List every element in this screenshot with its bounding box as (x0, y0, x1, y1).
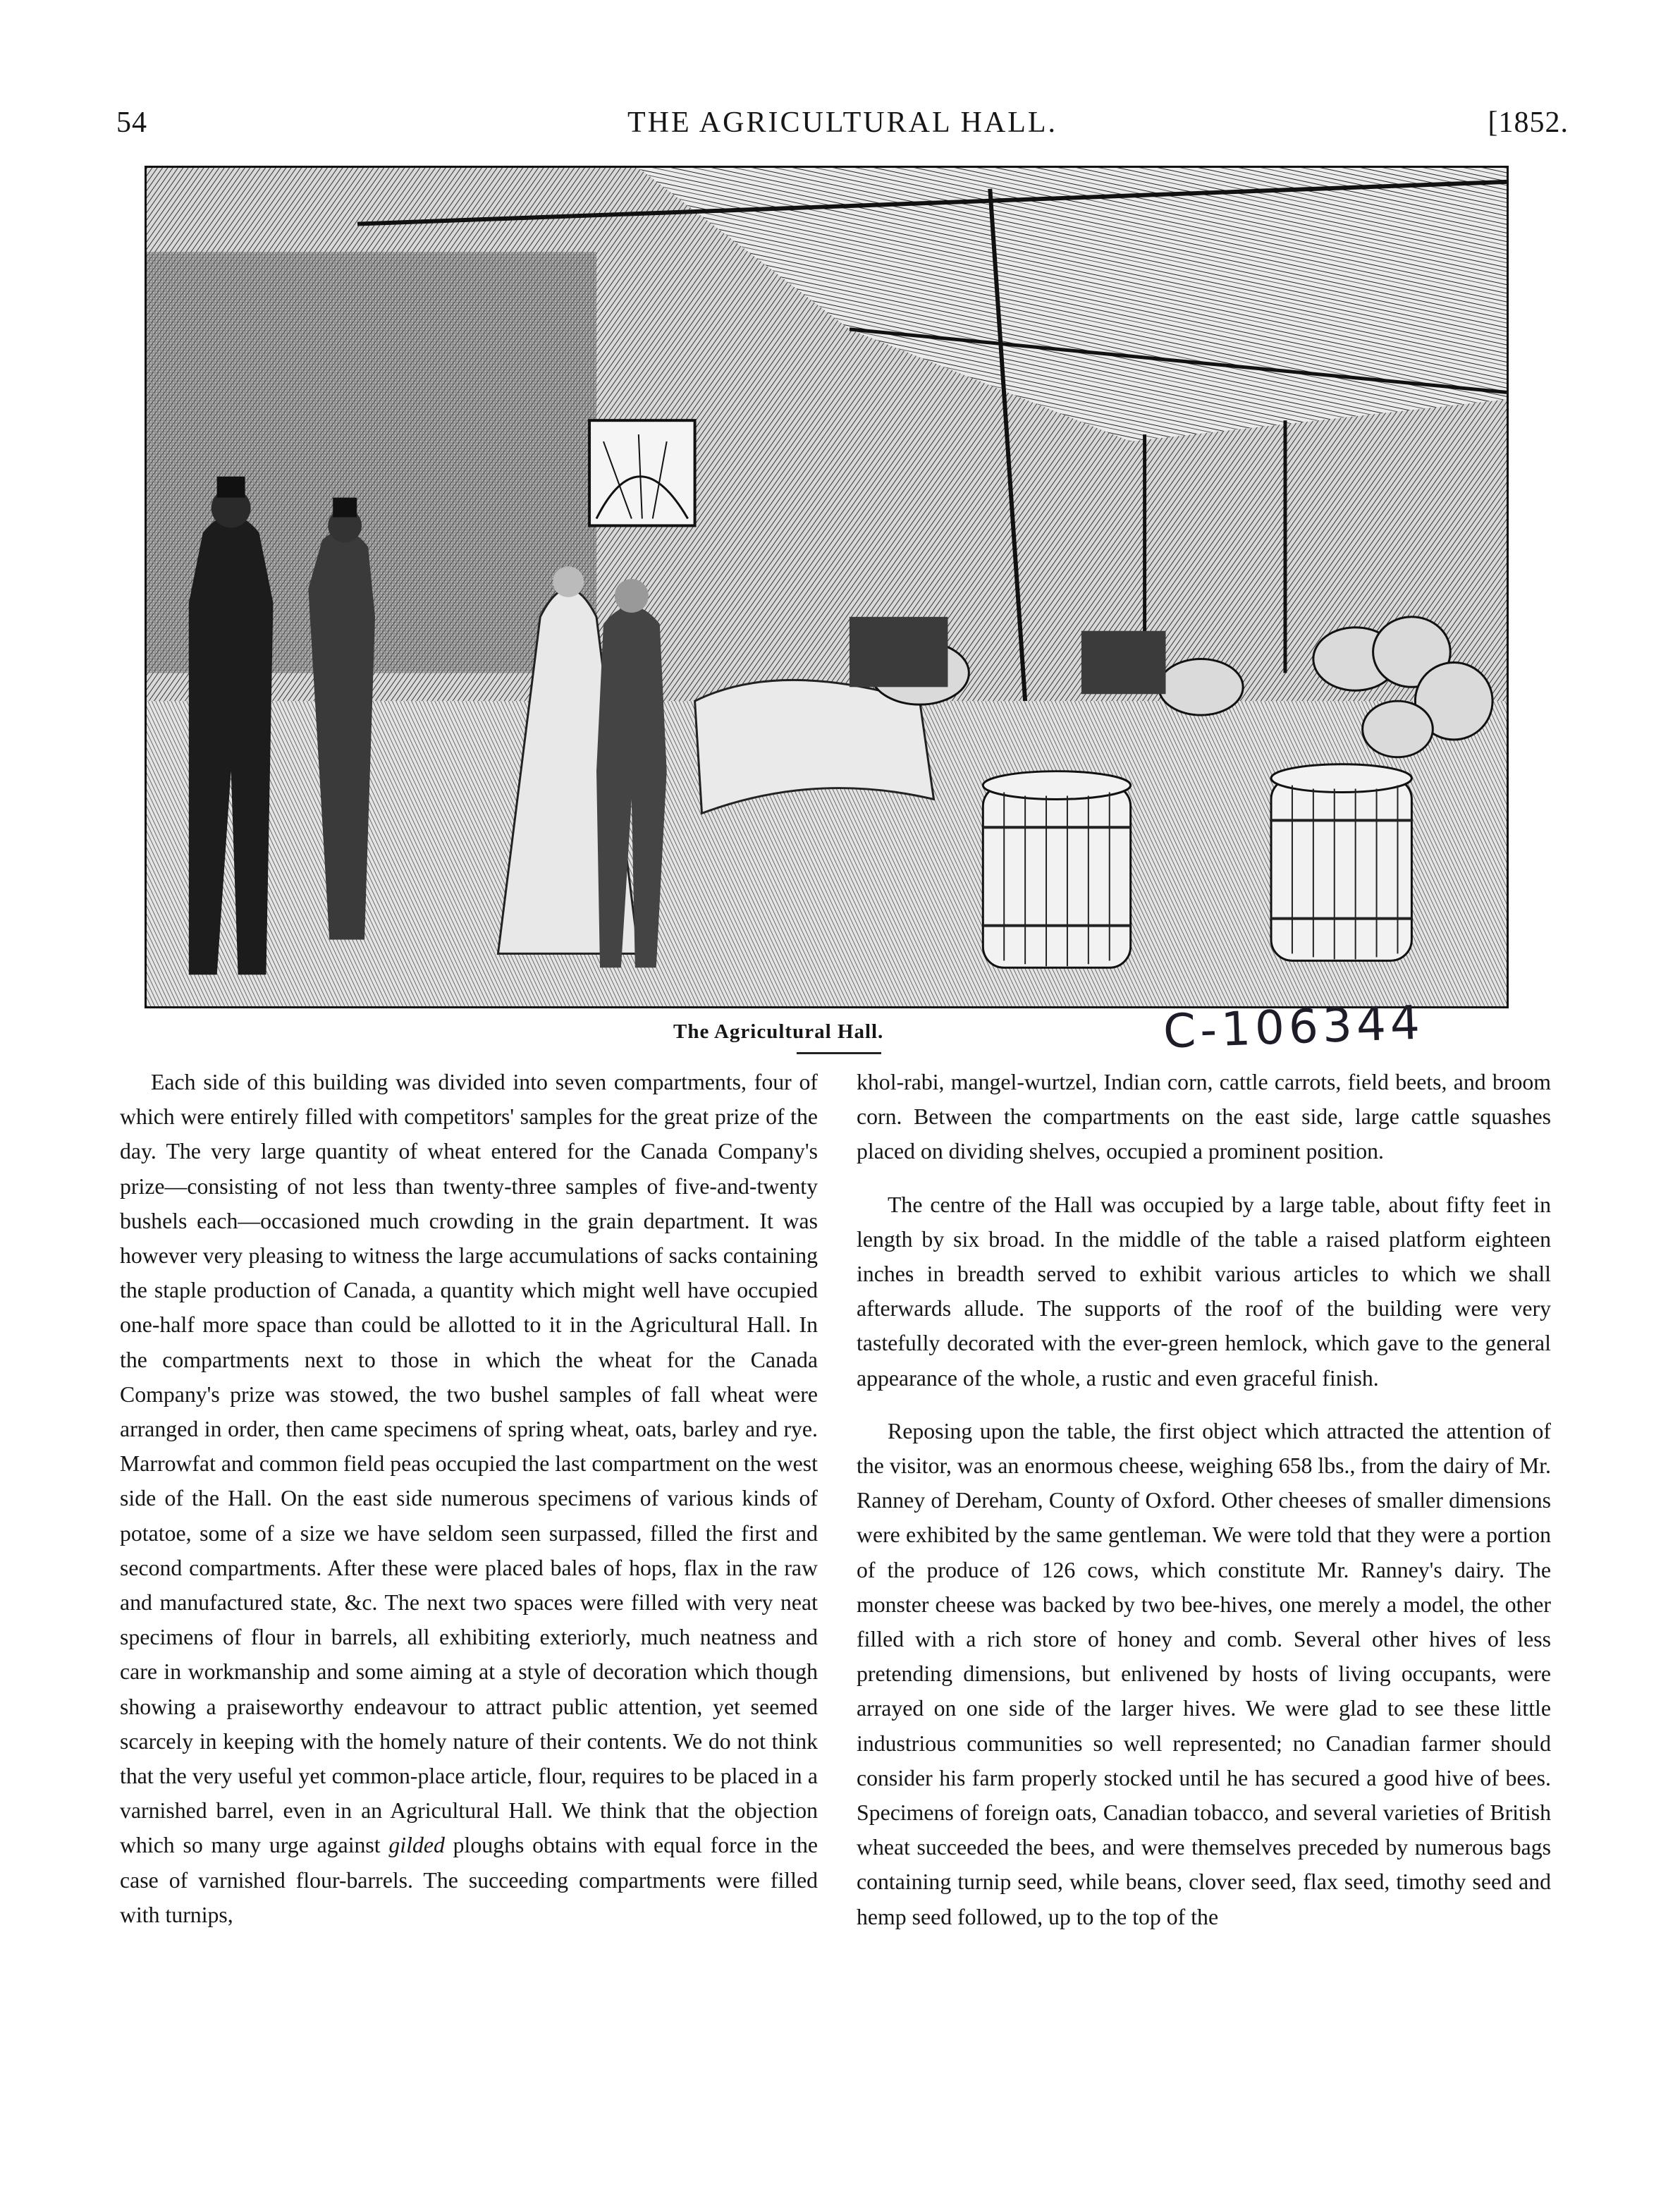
emphasis-word: gilded (388, 1833, 445, 1858)
left-paragraph-text: Each side of this building was divided into seven compartments, four of which were entirely filled with competitors' samples for the great prize of the day. The very large quantity of wheat entered for the Canada Company's prize—consisting of not less than twenty-three samples of five-and-twenty bushels each—occasioned much crowding in the grain department. It was however very pleasing to witness the large accumulations of sacks containing the staple production of Canada, a quantity which might well have occupied one-half more space than could be allotted to it in the Agricultural Hall. In the compartments next to those in which the wheat for the Canada Company's prize was stowed, the two bushel samples of fall wheat were arranged in order, then came specimens of spring wheat, oats, barley and rye. Marrowfat and common field peas occupied the last compartment on the west side of the Hall. On the east side numerous specimens of various kinds of potatoe, some of a size we have seldom seen surpassed, filled the first and second compartments. After these were placed bales of hops, flax in the raw and manufactured state, &c. The next two spaces were filled with very neat specimens of flour in barrels, all exhibiting exteriorly, much neatness and care in workmanship and some aiming at a style of decoration which though showing a praiseworthy endeavour to attract public attention, yet seemed scarcely in keeping with the homely nature of their contents. We do not think that the very useful yet common-place article, flour, requires to be placed in a varnished barrel, even in an Agricultural Hall. We think that the objection which so many urge against (120, 1070, 818, 1858)
running-header (116, 106, 1569, 148)
handwritten-archive-number: C-106344 (1162, 995, 1425, 1059)
left-paragraph (120, 1065, 818, 1932)
agricultural-hall-engraving (145, 166, 1509, 1008)
caption-rule (797, 1052, 881, 1054)
right-paragraph-continuation: khol-rabi, mangel-wurtzel, Indian corn, cattle carrots, field beets, and broom corn. Between the compartments on the east side, large cattle squashes placed on dividing shelves, occupied a prominent position. (857, 1070, 1551, 1164)
page-number: 54 (116, 106, 147, 139)
engraving-illustration (147, 168, 1507, 1006)
figure-caption: The Agricultural Hall. (673, 1020, 884, 1043)
right-column (857, 1065, 1551, 1953)
left-column (120, 1065, 818, 1950)
right-paragraph-hall-centre: The centre of the Hall was occupied by a large table, about fifty feet in length by six broad. In the middle of the table a raised platform eighteen inches in breadth served to exhibit various articles to which we shall afterwards allude. The supports of the roof of the building were very tastefully decorated with the ever-green hemlock, which gave to the general appearance of the whole, a rustic and even graceful finish. (857, 1192, 1551, 1391)
running-title: THE AGRICULTURAL HALL. (627, 106, 1058, 139)
header-year: [1852. (1488, 106, 1569, 139)
left-paragraph-end: ploughs obtains with equal force in the case of varnished flour-barrels. The succeeding compartments were filled with turnips, (120, 1833, 818, 1927)
right-paragraph-cheese: Reposing upon the table, the first object which attracted the attention of the visitor, was an enormous cheese, weighing 658 lbs., from the dairy of Mr. Ranney of Dereham, County of Oxford. Other cheeses of smaller dimensions were exhibited by the same gentleman. We were told that they were a portion of the produce of 126 cows, which constitute Mr. Ranney's dairy. The monster cheese was backed by two bee-hives, one merely a model, the other filled with a rich store of honey and comb. Several other hives of less pretending dimensions, but enlivened by hosts of living occupants, were arrayed on one side of the larger hives. We were glad to see these little industrious communities so well represented; no Canadian farmer should consider his farm properly stocked until he has secured a good hive of bees. Specimens of foreign oats, Canadian tobacco, and several varieties of British wheat succeeded the bees, and were themselves preceded by numerous bags containing turnip seed, while beans, clover seed, flax seed, timothy seed and hemp seed followed, up to the top of the (857, 1418, 1551, 1929)
